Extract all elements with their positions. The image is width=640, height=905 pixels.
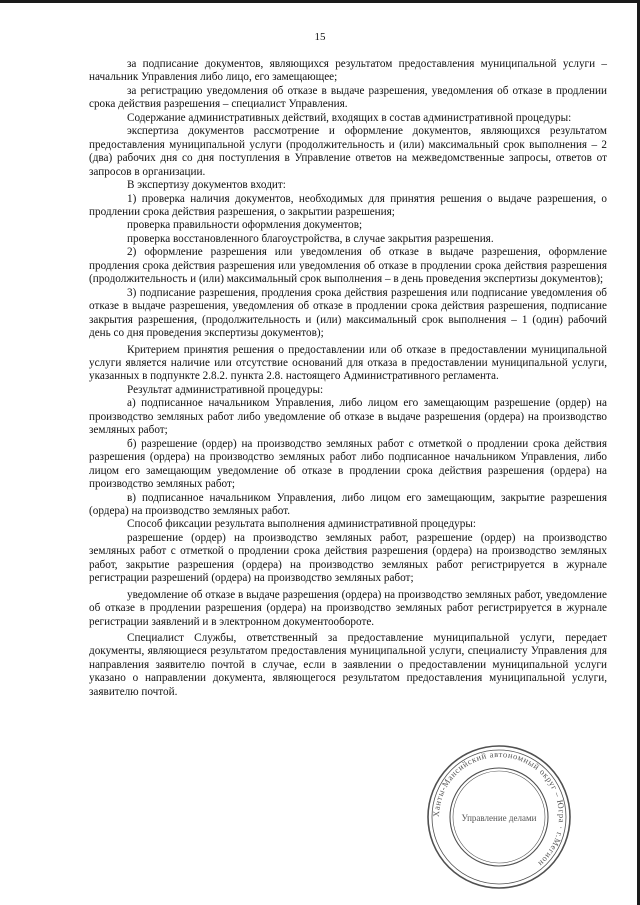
- paragraph: 1) проверка наличия документов, необходимых для принятия решения о выдаче разрешения, о продлении срока действия разрешения, о закрытии разрешения;: [89, 192, 607, 218]
- paragraph: В экспертизу документов входит:: [127, 179, 286, 192]
- seal-inner-text: Управление делами: [461, 813, 537, 823]
- paragraph: за регистрацию уведомления об отказе в выдаче разрешения, уведомления об отказе в продлении срока действия разрешения – специалист Управления.: [89, 84, 607, 111]
- paragraph: проверка восстановленного благоустройства, в случае закрытия разрешения.: [127, 232, 494, 245]
- paragraph: 2) оформление разрешения или уведомления об отказе в выдаче разрешения, оформление продления срока действия разрешения или уведомления об отказе в продлении срока действия разрешения (продолжительность и (или) максимальный срок выполнения – в день проведения экспертизы документов);: [89, 246, 607, 286]
- paragraph: в) подписанное начальником Управления, либо лицом его замещающим, закрытие разрешения (ордера) на производство земляных работ.: [89, 491, 607, 517]
- page-number: 15: [314, 31, 326, 43]
- paragraph: 3) подписание разрешения, продления срока действия разрешения или подписание уведомления об отказе в выдаче разрешения, уведомления об отказе в продлении срока действия разрешения, подписание закрытия разрешения, (продолжительность и (или) максимальный срок выполнения – 1 (один) рабочий день со дня проведения экспертизы документов);: [89, 286, 607, 340]
- paragraph: Критерием принятия решения о предоставлении или об отказе в предоставлении муниципальной услуги является наличие или отсутствие оснований для отказа в предоставлении муниципальной услуги, указанных в подпункте 2.8.2. пункта 2.8. настоящего Административного регламента.: [89, 343, 607, 383]
- seal-outer-text: Ханты-Мансийский автономный округ – Югра · г.Мегион: [430, 748, 568, 870]
- paragraph: Содержание административных действий, входящих в состав административной процедуры:: [127, 111, 572, 124]
- paragraph: Результат административной процедуры:: [127, 383, 324, 396]
- paragraph: проверка правильности оформления документов;: [127, 219, 363, 232]
- paragraph: Специалист Службы, ответственный за предоставление муниципальной услуги, передает документы, являющиеся результатом предоставления муниципальной услуги, специалисту Управления для направления заявителю почтой в случае, если в заявлении о предоставлении муниципальной услуги указано о направлении документа, являющегося результатом предоставления муниципальной услуги, заявителю почтой.: [89, 632, 607, 698]
- paragraph: Способ фиксации результата выполнения административной процедуры:: [127, 518, 476, 531]
- paragraph: экспертиза документов рассмотрение и оформление документов, являющихся результатом предоставления муниципальной услуги (продолжительность и (или) максимальный срок выполнения – 2 (два) рабочих дня со дня поступления в Управление ответов на межведомственные запросы, ответов от запросов в организации.: [89, 125, 607, 178]
- paragraph: за подписание документов, являющихся результатом предоставления муниципальной услуги – начальник Управления либо лицо, его замещающее;: [89, 58, 607, 84]
- scan-edge-top: [0, 0, 640, 3]
- paragraph: а) подписанное начальником Управления, либо лицом его замещающим разрешение (ордер) на производство земляных работ либо уведомление об отказе в выдаче разрешения (ордера) на производство земляных работ;: [89, 397, 607, 437]
- paragraph: уведомление об отказе в выдаче разрешения (ордера) на производство земляных работ, уведомление об отказе в продлении разрешения (ордера) на производство земляных работ регистрируется в журнале регистрации заявлений и в электронном документообороте.: [89, 588, 607, 628]
- paragraph: разрешение (ордер) на производство земляных работ, разрешение (ордер) на производство земляных работ с отметкой о продлении срока действия разрешения (ордера) на производство земляных работ, закрытие разрешения (ордера) на производство земляных работ регистрируется в журнале регистрации разрешений (ордера) на производство земляных работ;: [89, 531, 607, 585]
- svg-text:Ханты-Мансийский автономный ок: [431, 749, 567, 869]
- document-body: [89, 58, 607, 699]
- paragraph: б) разрешение (ордер) на производство земляных работ с отметкой о продлении срока действия разрешения (ордера) на производство земляных работ либо подписанное начальником Управления, либо лицом его замещающим уведомление об отказе в продлении срока действия разрешения (ордера) на производство земляных работ;: [89, 437, 607, 491]
- official-seal: [424, 742, 574, 892]
